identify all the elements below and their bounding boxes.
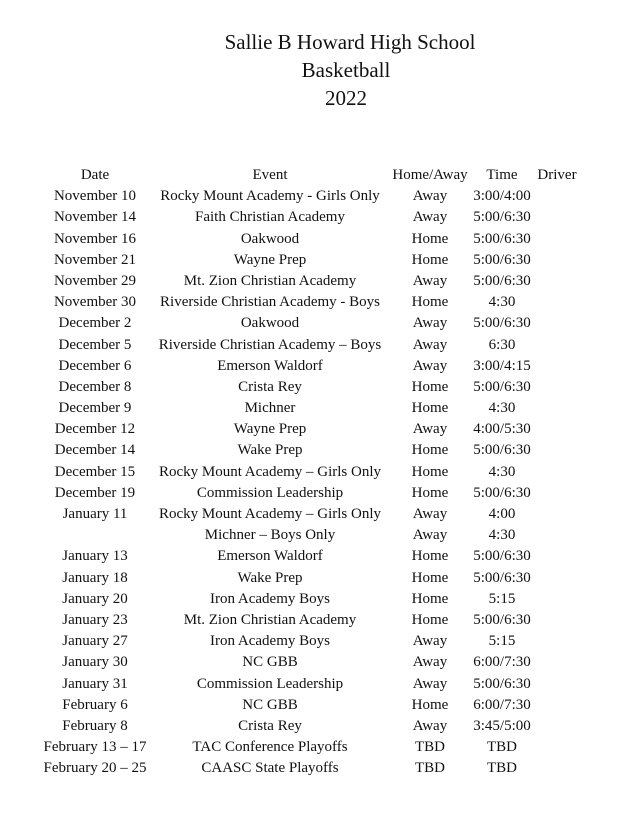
row-time: 6:30 xyxy=(488,336,516,353)
row-event: Crista Rey xyxy=(238,717,302,734)
row-time: 5:00/6:30 xyxy=(473,315,531,332)
row-event: Emerson Waldorf xyxy=(217,357,323,374)
row-time: 5:00/6:30 xyxy=(473,675,531,692)
row-event: Commission Leadership xyxy=(196,675,344,692)
row-event: Commission Leadership xyxy=(196,484,344,501)
row-date: November 16 xyxy=(53,230,137,247)
table-row xyxy=(0,546,640,567)
row-event: Riverside Christian Academy - Boys xyxy=(160,294,380,311)
table-row xyxy=(0,356,640,377)
row-event: Rocky Mount Academy - Girls Only xyxy=(160,188,380,205)
table-row xyxy=(0,398,640,419)
row-date: February 8 xyxy=(62,717,128,734)
table-row xyxy=(0,589,640,610)
row-time: 5:00/6:30 xyxy=(473,548,531,565)
row-date: December 19 xyxy=(54,484,136,501)
row-event: Rocky Mount Academy – Girls Only xyxy=(158,506,382,522)
row-time: 4:30 xyxy=(488,463,516,480)
column-header-time: Time xyxy=(486,167,518,183)
table-row xyxy=(0,504,640,525)
row-home-away: Home xyxy=(411,400,449,417)
table-row xyxy=(0,674,640,695)
row-event: Wayne Prep xyxy=(233,251,307,268)
row-time: TBD xyxy=(487,739,517,756)
schedule-table xyxy=(0,165,640,779)
row-event: NC GBB xyxy=(242,654,298,671)
table-row xyxy=(0,313,640,334)
row-date: December 12 xyxy=(54,421,136,438)
row-event: TAC Conference Playoffs xyxy=(192,739,348,756)
row-date: December 9 xyxy=(58,400,132,417)
row-home-away: Away xyxy=(412,188,448,205)
table-row xyxy=(0,695,640,716)
row-home-away: Away xyxy=(412,506,448,522)
row-home-away: Home xyxy=(411,442,449,459)
table-row xyxy=(0,207,640,228)
row-date: February 13 – 17 xyxy=(43,739,147,756)
row-date: January 13 xyxy=(62,548,128,565)
table-row xyxy=(0,568,640,589)
table-row xyxy=(0,525,640,546)
row-event: Emerson Waldorf xyxy=(217,548,323,565)
row-event: Faith Christian Academy xyxy=(195,209,345,226)
table-row xyxy=(0,186,640,207)
row-date: November 21 xyxy=(53,251,137,268)
row-event: Mt. Zion Christian Academy xyxy=(183,272,357,289)
row-event: Oakwood xyxy=(240,230,300,247)
row-time: 5:00/6:30 xyxy=(473,230,531,247)
row-date: November 10 xyxy=(53,188,137,205)
column-header-date: Date xyxy=(80,167,110,183)
table-row xyxy=(0,652,640,673)
row-home-away: TBD xyxy=(415,739,445,756)
row-date: February 20 – 25 xyxy=(43,760,147,777)
column-header-event: Event xyxy=(252,167,288,183)
row-home-away: Home xyxy=(411,251,449,268)
row-date: February 6 xyxy=(62,696,128,713)
row-date: December 5 xyxy=(58,336,132,353)
row-event: Oakwood xyxy=(240,315,300,332)
row-date: November 14 xyxy=(53,209,137,226)
table-row xyxy=(0,229,640,250)
schedule-rows xyxy=(0,186,640,779)
row-home-away: Away xyxy=(412,421,448,438)
row-event: Iron Academy Boys xyxy=(210,590,330,607)
row-home-away: Home xyxy=(411,569,449,586)
row-time: 5:15 xyxy=(488,633,516,650)
sport-name: Basketball xyxy=(301,58,391,82)
table-row xyxy=(0,377,640,398)
row-time: 5:00/6:30 xyxy=(473,209,531,226)
table-row xyxy=(0,440,640,461)
row-time: 5:00/6:30 xyxy=(473,484,531,501)
row-home-away: Away xyxy=(412,633,448,650)
row-home-away: Home xyxy=(411,463,449,480)
table-row xyxy=(0,610,640,631)
row-home-away: Away xyxy=(412,654,448,671)
row-event: Rocky Mount Academy – Girls Only xyxy=(158,463,382,480)
row-time: 4:30 xyxy=(488,294,516,311)
row-date: December 15 xyxy=(54,463,136,480)
table-row xyxy=(0,419,640,440)
table-row xyxy=(0,250,640,271)
row-home-away: TBD xyxy=(415,760,445,777)
row-time: 4:00 xyxy=(488,506,516,522)
row-time: 3:45/5:00 xyxy=(473,717,531,734)
row-home-away: Home xyxy=(411,696,449,713)
row-date: December 14 xyxy=(54,442,136,459)
row-home-away: Home xyxy=(411,484,449,501)
season-year: 2022 xyxy=(325,86,367,110)
row-event: Wayne Prep xyxy=(233,421,307,438)
row-event: Wake Prep xyxy=(237,442,303,459)
row-date: January 31 xyxy=(62,675,128,692)
row-time: TBD xyxy=(487,760,517,777)
row-time: 5:00/6:30 xyxy=(473,272,531,289)
column-header-driver: Driver xyxy=(537,167,577,183)
row-date: December 8 xyxy=(58,378,132,395)
row-event: Mt. Zion Christian Academy xyxy=(183,611,357,628)
row-date: November 30 xyxy=(53,294,137,311)
row-home-away: Home xyxy=(411,230,449,247)
row-time: 5:00/6:30 xyxy=(473,251,531,268)
row-date: December 6 xyxy=(58,357,132,374)
row-date: January 20 xyxy=(62,590,128,607)
row-home-away: Home xyxy=(411,378,449,395)
row-time: 5:00/6:30 xyxy=(473,378,531,395)
row-home-away: Away xyxy=(412,272,448,289)
row-home-away: Home xyxy=(411,611,449,628)
row-event: NC GBB xyxy=(242,696,298,713)
document-title xyxy=(0,28,640,112)
table-row xyxy=(0,631,640,652)
row-event: CAASC State Playoffs xyxy=(201,760,339,777)
row-event: Crista Rey xyxy=(238,378,302,395)
row-home-away: Home xyxy=(411,548,449,565)
row-date: January 18 xyxy=(62,569,128,586)
row-time: 4:30 xyxy=(488,527,516,544)
row-date: January 30 xyxy=(62,654,128,671)
row-home-away: Away xyxy=(412,717,448,734)
row-home-away: Away xyxy=(412,527,448,544)
table-row xyxy=(0,737,640,758)
row-time: 5:00/6:30 xyxy=(473,569,531,586)
row-time: 5:00/6:30 xyxy=(473,611,531,628)
row-date: November 29 xyxy=(53,272,137,289)
row-time: 3:00/4:15 xyxy=(473,357,531,374)
row-home-away: Away xyxy=(412,336,448,353)
column-header-home-away: Home/Away xyxy=(392,167,468,183)
row-time: 6:00/7:30 xyxy=(473,654,531,671)
table-row xyxy=(0,758,640,779)
row-date: December 2 xyxy=(58,315,132,332)
row-date: January 27 xyxy=(62,633,128,650)
row-home-away: Away xyxy=(412,357,448,374)
row-event: Wake Prep xyxy=(237,569,303,586)
row-time: 4:00/5:30 xyxy=(473,421,531,438)
row-time: 6:00/7:30 xyxy=(473,696,531,713)
table-row xyxy=(0,483,640,504)
row-event: Riverside Christian Academy – Boys xyxy=(158,336,382,353)
table-header-row xyxy=(0,165,640,186)
row-time: 4:30 xyxy=(488,400,516,417)
row-date: January 23 xyxy=(62,611,128,628)
table-row xyxy=(0,271,640,292)
row-home-away: Home xyxy=(411,590,449,607)
row-time: 5:00/6:30 xyxy=(473,442,531,459)
table-row xyxy=(0,462,640,483)
row-home-away: Home xyxy=(411,294,449,311)
row-time: 3:00/4:00 xyxy=(473,188,531,205)
row-event: Michner xyxy=(244,400,296,417)
table-row xyxy=(0,716,640,737)
row-time: 5:15 xyxy=(488,590,516,607)
row-event: Iron Academy Boys xyxy=(210,633,330,650)
row-home-away: Away xyxy=(412,315,448,332)
table-row xyxy=(0,335,640,356)
row-home-away: Away xyxy=(412,209,448,226)
row-home-away: Away xyxy=(412,675,448,692)
row-date: January 11 xyxy=(62,506,128,522)
table-row xyxy=(0,292,640,313)
row-event: Michner – Boys Only xyxy=(204,527,336,544)
school-name: Sallie B Howard High School xyxy=(224,30,476,54)
